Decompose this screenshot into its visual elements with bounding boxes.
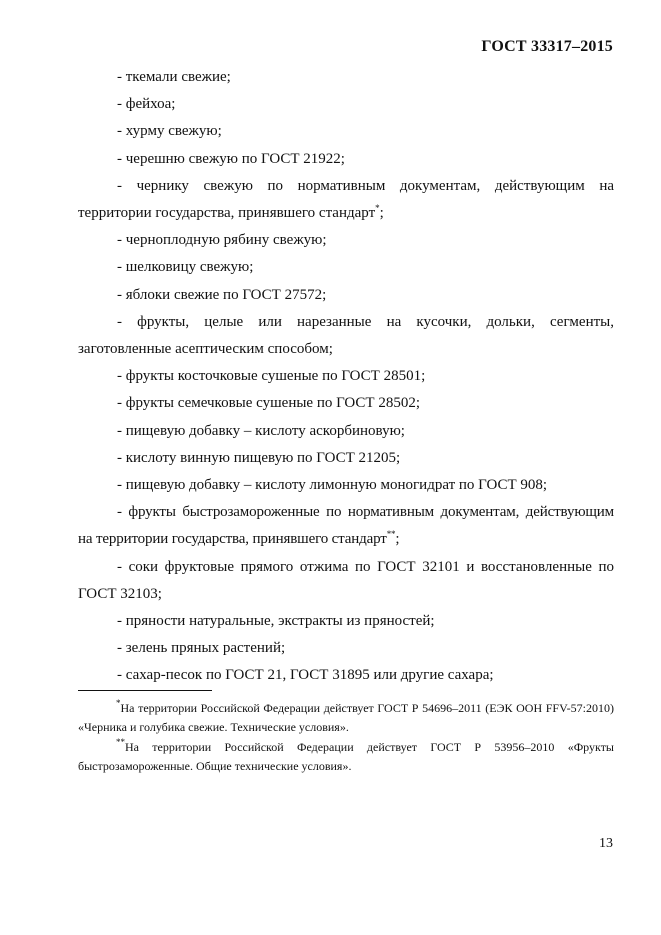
footnote-ref[interactable]: * — [375, 203, 380, 214]
footnote: *На территории Российской Федерации действует ГОСТ Р 54696–2011 (ЕЭК ООН FFV-57:2010) «Черника и голубика свежие. Технические условия». — [78, 698, 614, 734]
page-number: 13 — [599, 836, 613, 851]
list-item: - пищевую добавку – кислоту лимонную моногидрат по ГОСТ 908; — [117, 477, 548, 494]
list-item: - зелень пряных растений; — [117, 640, 286, 657]
footnote: **На территории Российской Федерации действует ГОСТ Р 53956–2010 «Фрукты быстрозамороженные. Общие технические условия». — [78, 737, 614, 773]
footnote-separator — [78, 690, 212, 691]
list-body — [78, 64, 614, 690]
list-item: - фрукты косточковые сушеные по ГОСТ 28501; — [117, 368, 426, 385]
list-item: - чернику свежую по нормативным документам, действующим на территории государства, принявшего стандарт*; — [78, 177, 614, 222]
footnote-mark: * — [116, 698, 121, 708]
list-item: - соки фруктовые прямого отжима по ГОСТ 32101 и восстановленные по ГОСТ 32103; — [78, 558, 614, 602]
list-item: - фрукты семечковые сушеные по ГОСТ 28502; — [117, 395, 421, 412]
list-item: - хурму свежую; — [117, 123, 222, 140]
list-item: - фрукты, целые или нарезанные на кусочки, дольки, сегменты, заготовленные асептическим способом; — [78, 313, 614, 358]
list-item: - ткемали свежие; — [117, 69, 231, 85]
list-item: - фейхоа; — [117, 96, 176, 113]
document-header: ГОСТ 33317–2015 — [481, 38, 613, 55]
list-item: - пищевую добавку – кислоту аскорбиновую; — [117, 422, 405, 439]
list-item: - кислоту винную пищевую по ГОСТ 21205; — [117, 449, 401, 466]
list-item: - сахар-песок по ГОСТ 21, ГОСТ 31895 или другие сахара; — [117, 667, 494, 684]
list-item: - яблоки свежие по ГОСТ 27572; — [117, 286, 327, 303]
list-item: - фрукты быстрозамороженные по нормативным документам, действующим на территории государства, принявшего стандарт**; — [78, 504, 614, 548]
list-item: - шелковицу свежую; — [117, 259, 254, 276]
footnote-ref[interactable]: ** — [386, 529, 396, 540]
list-item: - пряности натуральные, экстракты из пряностей; — [117, 613, 435, 630]
footnote-mark: ** — [116, 737, 125, 747]
footnotes — [78, 699, 614, 777]
list-item: - черноплодную рябину свежую; — [117, 232, 327, 249]
list-item: - черешню свежую по ГОСТ 21922; — [117, 150, 345, 167]
